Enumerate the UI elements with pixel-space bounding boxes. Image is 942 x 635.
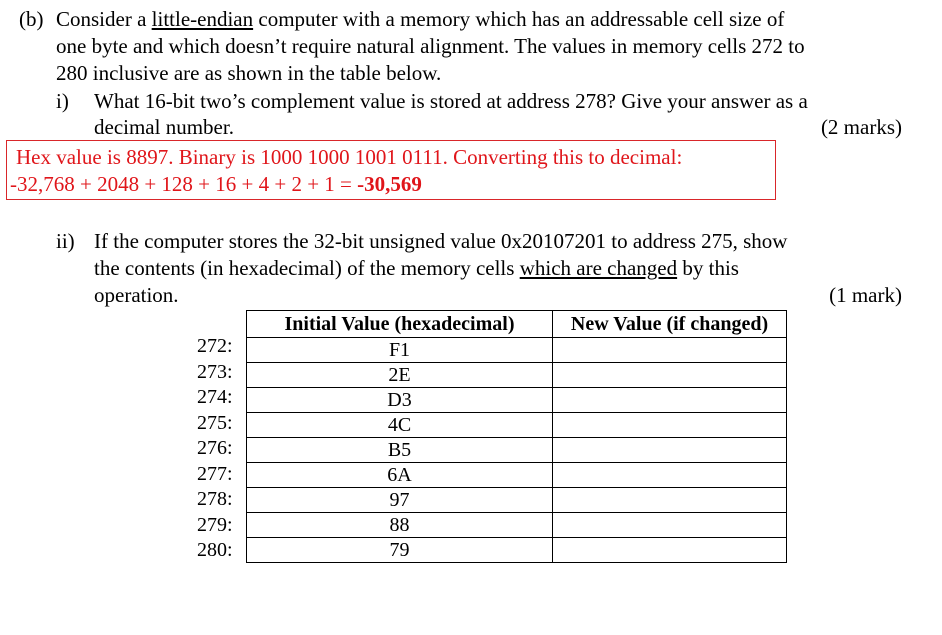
- answer-calculation: -32,768 + 2048 + 128 + 16 + 4 + 2 + 1 =: [10, 172, 358, 196]
- part-ii-line1: If the computer stores the 32-bit unsigned value 0x20107201 to address 275, show: [94, 229, 788, 253]
- part-ii-line2-end: by this: [677, 256, 739, 280]
- address-label: 279:: [197, 513, 233, 536]
- table-row: [247, 463, 787, 488]
- part-ii-line2: [94, 255, 739, 281]
- table-row: [247, 363, 787, 388]
- address-label: 277:: [197, 462, 233, 485]
- table-row: [247, 338, 787, 363]
- new-value-cell[interactable]: [553, 463, 787, 488]
- answer-result: -30,569: [357, 172, 422, 196]
- answer-box: [6, 140, 776, 200]
- part-i-line2: decimal number.: [94, 115, 234, 139]
- address-label: 274:: [197, 386, 233, 408]
- part-ii-label: ii): [56, 229, 75, 253]
- table-row: [247, 438, 787, 463]
- part-i-label: i): [56, 89, 69, 113]
- initial-value-cell: 2E: [247, 363, 553, 388]
- address-label: 273:: [197, 360, 233, 383]
- new-value-cell[interactable]: [553, 413, 787, 438]
- initial-value-cell: D3: [247, 388, 553, 413]
- little-endian-term: little-endian: [151, 7, 254, 31]
- answer-line2: [10, 171, 422, 197]
- table-row: [247, 538, 787, 563]
- new-value-cell[interactable]: [553, 338, 787, 363]
- part-i-marks: (2 marks): [820, 115, 902, 139]
- initial-value-cell: B5: [247, 438, 553, 463]
- part-i-line1: What 16-bit two’s complement value is stored at address 278? Give your answer as a: [94, 89, 808, 113]
- new-value-cell[interactable]: [553, 363, 787, 388]
- table-row: [247, 513, 787, 538]
- table-row: [247, 388, 787, 413]
- question-b-line1: [56, 6, 784, 32]
- initial-value-header: Initial Value (hexadecimal): [247, 311, 553, 338]
- part-ii-line2-start: the contents (in hexadecimal) of the memory cells: [94, 256, 520, 280]
- address-label: 272:: [197, 335, 233, 357]
- new-value-cell[interactable]: [553, 538, 787, 563]
- initial-value-cell: F1: [247, 338, 553, 363]
- table-row: [247, 413, 787, 438]
- initial-value-cell: 97: [247, 488, 553, 513]
- memory-table: [246, 310, 787, 563]
- answer-line1: Hex value is 8897. Binary is 1000 1000 1001 0111. Converting this to decimal:: [16, 145, 683, 169]
- new-value-header: New Value (if changed): [553, 311, 787, 338]
- part-ii-marks: (1 mark): [829, 283, 902, 307]
- question-b-label: (b): [19, 7, 44, 31]
- question-b-line1-start: Consider a: [56, 7, 152, 31]
- table-header-row: [247, 311, 787, 338]
- address-column: [197, 334, 233, 564]
- address-label: 275:: [197, 411, 233, 434]
- initial-value-cell: 79: [247, 538, 553, 563]
- new-value-cell[interactable]: [553, 488, 787, 513]
- new-value-cell[interactable]: [553, 438, 787, 463]
- initial-value-cell: 6A: [247, 463, 553, 488]
- question-b-line2: one byte and which doesn’t require natural alignment. The values in memory cells 272 to: [56, 34, 805, 58]
- address-label: 276:: [197, 437, 233, 459]
- address-label: 280:: [197, 539, 233, 561]
- new-value-cell[interactable]: [553, 388, 787, 413]
- address-label: 278:: [197, 488, 233, 510]
- question-b-line3: 280 inclusive are as shown in the table below.: [56, 61, 442, 85]
- table-row: [247, 488, 787, 513]
- initial-value-cell: 4C: [247, 413, 553, 438]
- initial-value-cell: 88: [247, 513, 553, 538]
- new-value-cell[interactable]: [553, 513, 787, 538]
- changed-cells-term: which are changed: [519, 256, 678, 280]
- part-ii-line3: operation.: [94, 283, 179, 307]
- question-b-line1-end: computer with a memory which has an addressable cell size of: [253, 7, 785, 31]
